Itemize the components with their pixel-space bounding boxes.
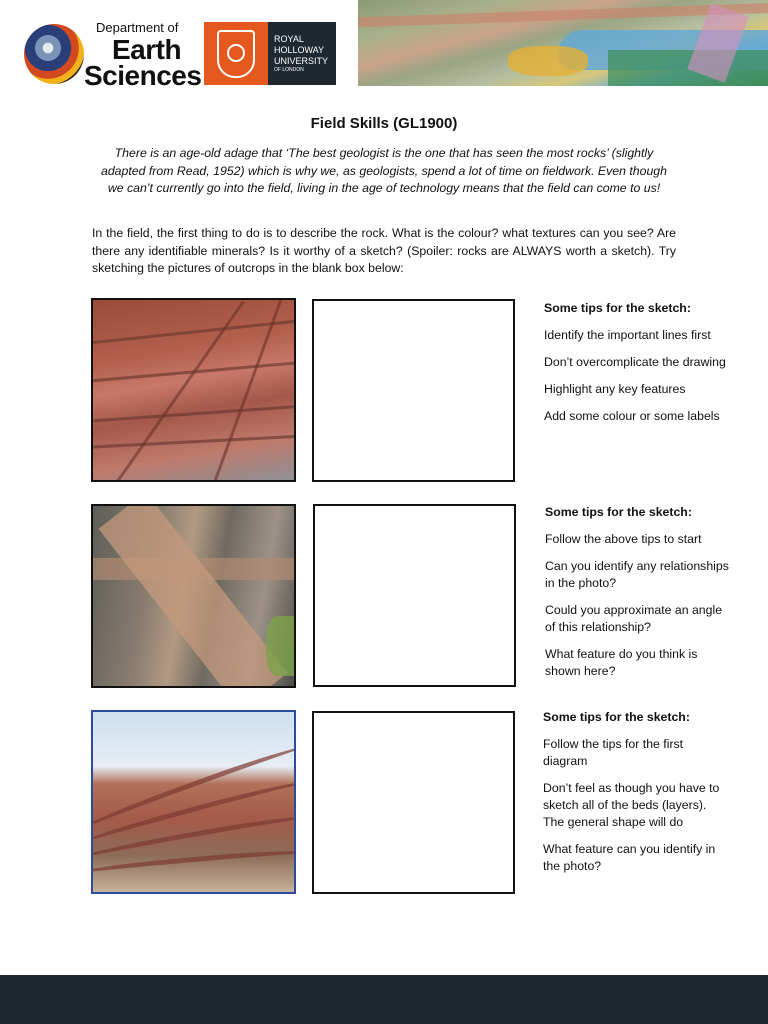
- tip-item: What feature can you identify in the photo?: [543, 842, 716, 873]
- outcrop-photo-2: [91, 504, 296, 688]
- tip-item: Follow the above tips to start: [545, 532, 702, 546]
- tips-heading: Some tips for the sketch:: [543, 710, 690, 724]
- logo-sciences-text: Sciences: [84, 60, 202, 91]
- outcrop-photo-3: [91, 710, 296, 894]
- tip-item: Add some colour or some labels: [544, 409, 720, 423]
- tip-item: What feature do you think is shown here?: [545, 647, 698, 678]
- footer-bar: [0, 975, 768, 1024]
- tip-item: Follow the tips for the first diagram: [543, 737, 684, 768]
- tip-item: Can you identify any relationships in the photo?: [545, 559, 729, 590]
- sketch-box-2[interactable]: [313, 504, 516, 687]
- logo-earth-text: Earth: [112, 34, 182, 65]
- tip-item: Don’t overcomplicate the drawing: [544, 355, 726, 369]
- tip-item: Identify the important lines first: [544, 328, 711, 342]
- tips-section-2: [545, 504, 730, 690]
- earth-sciences-logo: [24, 20, 202, 92]
- geological-map-banner: [358, 0, 768, 86]
- ammonite-logo-icon: [24, 24, 84, 84]
- intro-quote: There is an age-old adage that ‘The best geologist is the one that has seen the most rocks’ (slightly adapted from Read, 1952) which is why we, as geologists, spend a lot of time on fieldwork. Even though we can’t currently go into the field, living in the age of technology means that the field can come to us!: [101, 146, 667, 195]
- royal-holloway-logo: [204, 22, 336, 85]
- tips-heading: Some tips for the sketch:: [544, 301, 691, 315]
- outcrop-photo-1: [91, 298, 296, 482]
- tips-heading: Some tips for the sketch:: [545, 505, 692, 519]
- logo-dept-text: Department of: [96, 20, 179, 35]
- instructions-paragraph: In the field, the first thing to do is to describe the rock. What is the colour? what textures can you see? Are there any identifiable minerals? Is it worthy of a sketch? (Spoiler: rocks are ALWAYS worth a sketch). Try sketching the pictures of outcrops in the blank box below:: [92, 226, 676, 275]
- tip-item: Could you approximate an angle of this relationship?: [545, 603, 723, 634]
- crest-icon: [204, 22, 268, 85]
- tips-section-3: [543, 709, 728, 885]
- rh-logo-text: ROYAL HOLLOWAY UNIVERSITY OF LONDON: [268, 22, 336, 85]
- sketch-box-3[interactable]: [312, 711, 515, 894]
- page-title: Field Skills (GL1900): [310, 115, 458, 132]
- tip-item: Highlight any key features: [544, 382, 686, 396]
- sketch-box-1[interactable]: [312, 299, 515, 482]
- tip-item: Don’t feel as though you have to sketch all of the beds (layers). The general shape will do: [543, 781, 720, 829]
- tips-section-1: [544, 300, 729, 435]
